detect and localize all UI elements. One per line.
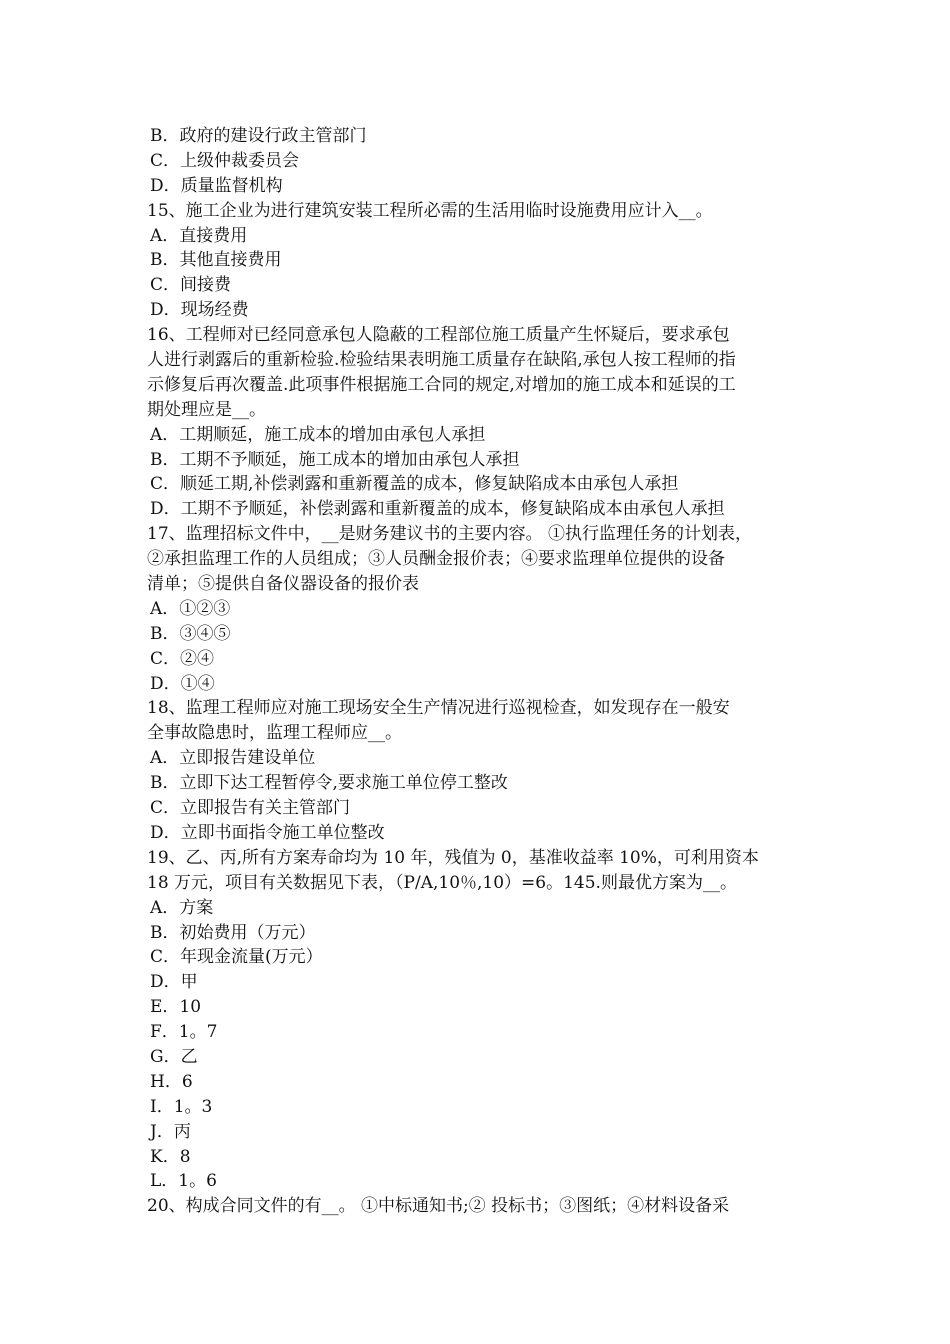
option-line: B．立即下达工程暂停令,要求施工单位停工整改 xyxy=(150,773,508,794)
option-line: D．质量监督机构 xyxy=(150,175,283,196)
option-line: H．6 xyxy=(150,1071,193,1092)
option-line: J．丙 xyxy=(150,1121,191,1142)
option-line: A．立即报告建设单位 xyxy=(150,748,316,769)
question-line: 15、施工企业为进行建筑安装工程所必需的生活用临时设施费用应计入__。 xyxy=(147,200,713,221)
question-line: ②承担监理工作的人员组成；③人员酬金报价表；④要求监理单位提供的设备 xyxy=(147,549,725,570)
option-line: A．方案 xyxy=(150,897,214,918)
option-line: L．1。6 xyxy=(150,1171,217,1192)
option-line: C．顺延工期,补偿剥露和重新覆盖的成本，修复缺陷成本由承包人承担 xyxy=(150,474,679,495)
option-line: A．工期顺延，施工成本的增加由承包人承担 xyxy=(150,424,486,445)
option-line: E．10 xyxy=(150,997,202,1018)
question-line: 19、乙、丙,所有方案寿命均为 10 年，残值为 0，基准收益率 10%，可利用资本 xyxy=(147,847,759,868)
question-line: 示修复后再次覆盖.此项事件根据施工合同的规定,对增加的施工成本和延误的工 xyxy=(147,374,736,395)
option-line: D．立即书面指令施工单位整改 xyxy=(150,822,385,843)
option-line: B．③④⑤ xyxy=(150,623,231,644)
option-line: C．年现金流量(万元） xyxy=(150,947,323,968)
option-line: F．1。7 xyxy=(150,1022,218,1043)
question-line: 16、工程师对已经同意承包人隐蔽的工程部位施工质量产生怀疑后，要求承包 xyxy=(147,325,730,346)
question-line: 17、监理招标文件中，__是财务建议书的主要内容。 ①执行监理任务的计划表， xyxy=(147,524,753,545)
option-line: C．立即报告有关主管部门 xyxy=(150,798,351,819)
option-line: D．现场经费 xyxy=(150,300,249,321)
option-line: D．甲 xyxy=(150,972,198,993)
option-line: C．②④ xyxy=(150,648,215,669)
question-line: 期处理应是__。 xyxy=(147,399,266,420)
option-line: A．①②③ xyxy=(150,598,231,619)
option-line: A．直接费用 xyxy=(150,225,248,246)
question-line: 清单；⑤提供自备仪器设备的报价表 xyxy=(147,574,419,595)
option-line: K．8 xyxy=(150,1146,191,1167)
option-line: B．工期不予顺延，施工成本的增加由承包人承担 xyxy=(150,449,520,470)
question-line: 全事故隐患时，监理工程师应__。 xyxy=(147,723,402,744)
option-line: B．政府的建设行政主管部门 xyxy=(150,126,367,146)
question-line: 20、构成合同文件的有__。 ①中标通知书;② 投标书；③图纸；④材料设备采 xyxy=(147,1196,730,1217)
document-body xyxy=(147,124,811,1219)
option-line: D．①④ xyxy=(150,673,215,694)
option-line: I．1。3 xyxy=(150,1096,213,1117)
question-line: 18、监理工程师应对施工现场安全生产情况进行巡视检查，如发现存在一般安 xyxy=(147,698,730,719)
option-line: C．间接费 xyxy=(150,275,232,296)
question-line: 人进行剥露后的重新检验.检验结果表明施工质量存在缺陷,承包人按工程师的指 xyxy=(147,350,736,371)
option-line: D．工期不予顺延，补偿剥露和重新覆盖的成本，修复缺陷成本由承包人承担 xyxy=(150,499,725,520)
option-line: G．乙 xyxy=(150,1046,198,1067)
option-line: C．上级仲裁委员会 xyxy=(150,150,300,171)
option-line: B．其他直接费用 xyxy=(150,250,282,271)
option-line: B．初始费用（万元） xyxy=(150,922,316,943)
question-line: 18 万元，项目有关数据见下表，（P/A,10％,10）=6。145.则最优方案为__。 xyxy=(147,872,737,893)
